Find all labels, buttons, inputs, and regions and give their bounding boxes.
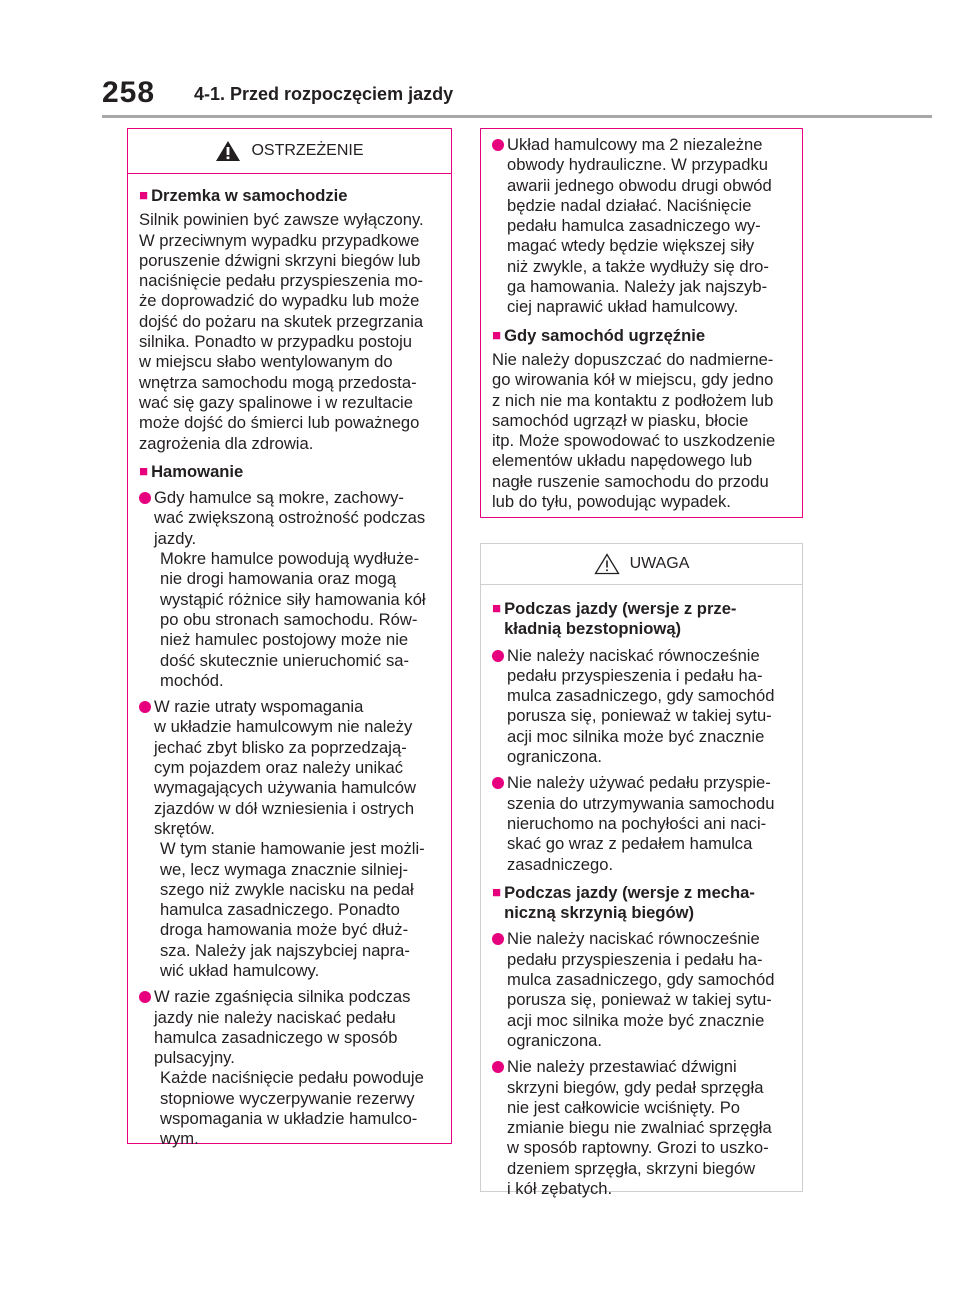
notice-title: UWAGA	[629, 555, 690, 572]
header-divider	[102, 115, 932, 118]
list-item	[492, 773, 792, 874]
circle-bullet-icon	[139, 492, 151, 504]
bullet-subtext: W tym stanie hamowanie jest możli- we, lecz wymaga znacznie silniej- szego niż zwykle nacisku na pedał hamulca zasadniczego. Ponadto droga hamowania może być dłuż- sza. Należy jak najszybciej napra- wić układ hamulcowy.	[160, 839, 425, 980]
square-bullet-icon: ■	[492, 883, 502, 901]
warning-box	[127, 128, 452, 1149]
list-item	[139, 987, 441, 1149]
caution-triangle-outline-icon	[594, 553, 620, 575]
bullet-text: Gdy hamulce są mokre, zachowy- wać zwiększoną ostrożność podczas jazdy.	[154, 488, 426, 548]
section-heading	[139, 186, 441, 206]
bullet-text: W razie utraty wspomagania w układzie hamulcowym nie należy jechać zbyt blisko za poprzedzają- cym pojazdem oraz należy unikać wymagających używania hamulców zjazdów w dół wzniesienia i ostrych skrętów.	[154, 697, 416, 838]
warning-box-continued	[480, 128, 803, 518]
bullet-text: Nie należy naciskać równocześnie pedału przyspieszenia i pedału ha- mulca zasadniczego, gdy samochód porusza się, ponieważ w takiej sytu- acji moc silnika może być znacznie ograniczona.	[507, 929, 775, 1050]
bullet-text: Nie należy naciskać równocześnie pedału przyspieszenia i pedału ha- mulca zasadniczego, gdy samochód porusza się, ponieważ w takiej sytu- acji moc silnika może być znacznie ograniczona.	[507, 645, 775, 767]
warning-title: OSTRZEŻENIE	[251, 142, 364, 159]
section-heading	[492, 599, 792, 640]
warning-box-header	[128, 129, 451, 174]
list-item	[139, 488, 441, 691]
list-item	[492, 929, 792, 1051]
circle-bullet-icon	[492, 650, 504, 662]
notice-box	[480, 543, 803, 1199]
square-bullet-icon: ■	[492, 600, 502, 617]
bullet-subtext: Każde naciśnięcie pedału powoduje stopniowe wyczerpywanie rezerwy wspomagania w układzie hamulco- wym.	[160, 1068, 424, 1149]
section-heading	[492, 883, 792, 924]
bullet-subtext: Mokre hamulce powodują wydłuże- nie drogi hamowania oraz mogą wystąpić różnice siły hamowania kół po obu stronach samochodu. Rów- nież hamulec postojowy może nie dość skutecznie unieruchomić sa- mochód.	[160, 549, 426, 690]
circle-bullet-icon	[492, 1061, 504, 1073]
list-item	[492, 135, 792, 318]
circle-bullet-icon	[492, 777, 504, 789]
warning-triangle-icon	[215, 140, 241, 162]
section-heading	[492, 326, 792, 346]
page-header	[102, 76, 902, 116]
heading-text: Podczas jazdy (wersje z prze- kładnią bezstopniową)	[504, 599, 737, 639]
list-item	[492, 1057, 792, 1199]
heading-text: Drzemka w samochodzie	[151, 186, 348, 205]
bullet-text: Nie należy używać pedału przyspie- szenia do utrzymywania samochodu nieruchomo na pochyłości ani naci- skać go wraz z pedałem hamulca zasadniczego.	[507, 773, 775, 874]
square-bullet-icon: ■	[139, 187, 149, 204]
list-item	[492, 646, 792, 768]
heading-text: Podczas jazdy (wersje z mecha- niczną skrzynią biegów)	[504, 882, 755, 923]
heading-text: Hamowanie	[151, 461, 244, 481]
heading-text: Gdy samochód ugrzęźnie	[504, 325, 706, 345]
notice-box-header	[481, 544, 802, 585]
bullet-text: Układ hamulcowy ma 2 niezależne obwody hydrauliczne. W przypadku awarii jednego obwodu drugi obwód będzie nadal działać. Naciśnięcie pedału hamulca zasadniczego wy- magać wtedy będzie większej siły niż zwykle, a także wydłuży się dro- ga hamowania. Należy jak najszyb- ciej naprawić układ hamulcowy.	[507, 135, 772, 317]
paragraph: Nie należy dopuszczać do nadmierne- go wirowania kół w miejscu, gdy jedno z nich nie ma kontaktu z podłożem lub samochód ugrzązł w piasku, błocie itp. Może spowodować to uszkodzenie elementów układu napędowego lub nagłe ruszenie samochodu do przodu lub do tyłu, powodując wypadek.	[492, 349, 776, 512]
circle-bullet-icon	[139, 991, 151, 1003]
square-bullet-icon: ■	[139, 462, 149, 480]
bullet-text: W razie zgaśnięcia silnika podczas jazdy nie należy naciskać pedału hamulca zasadniczego w sposób pulsacyjny.	[154, 987, 411, 1068]
paragraph: Silnik powinien być zawsze wyłączony. W przeciwnym wypadku przypadkowe poruszenie dźwigni skrzyni biegów lub naciśnięcie pedału przyspieszenia mo- że doprowadzić do wypadku lub może dojść do pożaru na skutek przegrzania silnika. Ponadto w przypadku postoju w miejscu słabo wentylowanym do wnętrza samochodu mogą przedosta- wać się gazy spalinowe i w rezultacie może dojść do śmierci lub poważnego zagrożenia dla zdrowia.	[139, 210, 424, 453]
circle-bullet-icon	[139, 701, 151, 713]
section-heading	[139, 462, 441, 482]
section-title: 4-1. Przed rozpoczęciem jazdy	[194, 84, 454, 104]
circle-bullet-icon	[492, 139, 504, 151]
circle-bullet-icon	[492, 933, 504, 945]
list-item	[139, 697, 441, 981]
square-bullet-icon: ■	[492, 326, 502, 344]
page-number: 258	[102, 76, 156, 109]
bullet-text: Nie należy przestawiać dźwigni skrzyni biegów, gdy pedał sprzęgła nie jest całkowicie wciśnięty. Po zmianie biegu nie zwalniać sprzęgła w sposób raptowny. Grozi to uszko- dzeniem sprzęgła, skrzyni biegów i kół zębatych.	[507, 1057, 772, 1199]
